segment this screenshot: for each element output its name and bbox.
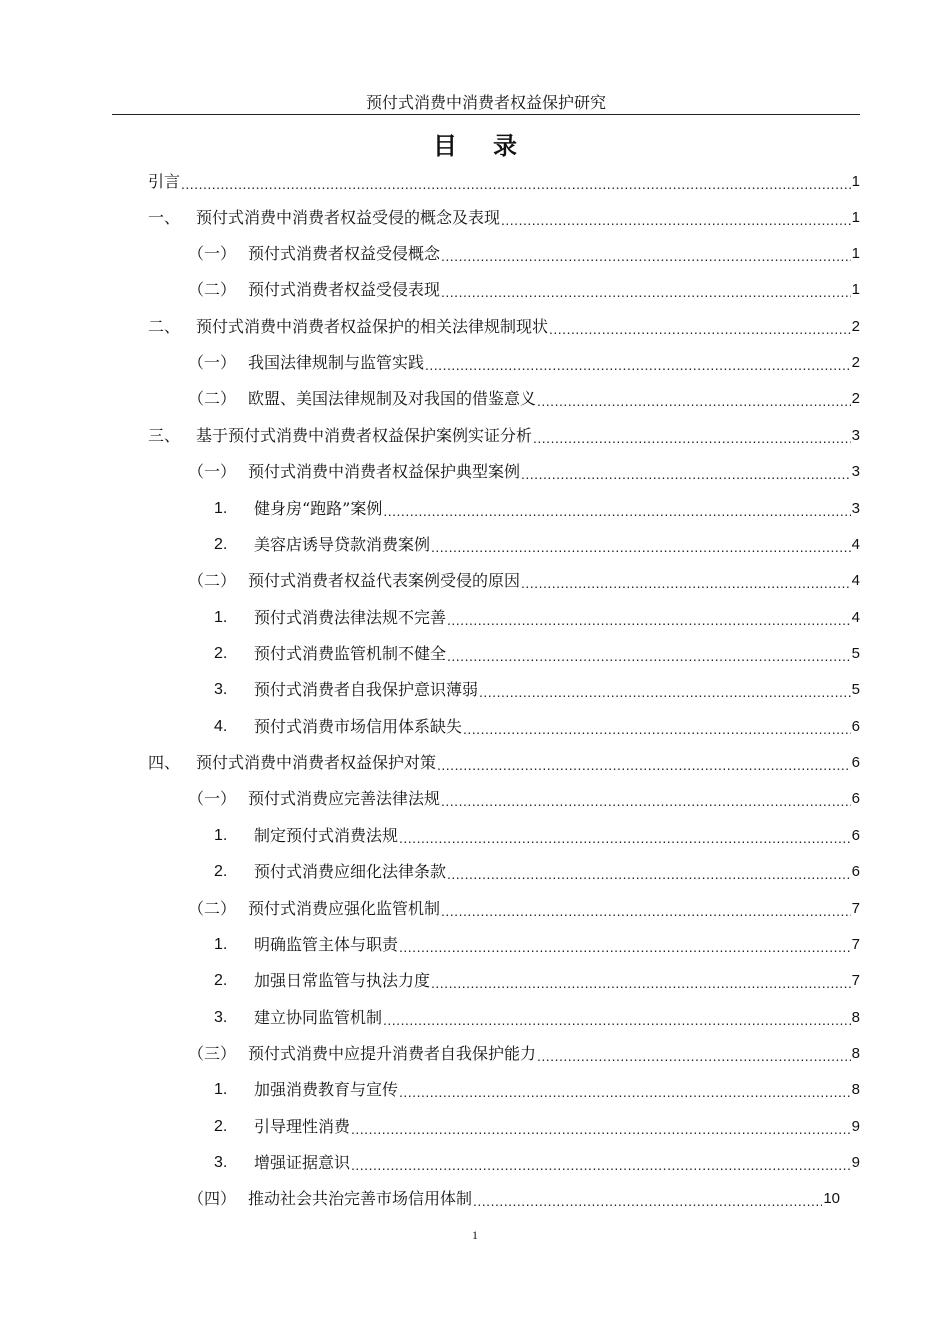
toc-entry-text: 健身房“跑路”案例: [254, 499, 383, 518]
toc-entry-number: 三、: [148, 426, 181, 445]
dot-leader: [537, 392, 851, 410]
toc-entry[interactable]: [188, 235, 860, 265]
toc-entry-page: 8: [851, 1081, 860, 1098]
toc-entry-page: 9: [851, 1118, 860, 1135]
toc-entry-number: 1.: [214, 500, 228, 517]
toc-entry-page: 2: [851, 318, 860, 335]
toc-entry-number: （四）: [188, 1189, 237, 1208]
dot-leader: [501, 211, 851, 229]
toc-entry[interactable]: [214, 599, 860, 629]
toc-title-left: 目: [433, 131, 457, 160]
toc-entry-page: 2: [851, 354, 860, 371]
toc-entry-page: 5: [851, 681, 860, 698]
dot-leader: [479, 683, 851, 701]
toc-entry[interactable]: [188, 344, 860, 374]
toc-entry-page: 3: [851, 463, 860, 480]
toc-entry[interactable]: [188, 1035, 860, 1065]
toc-entry-number: 3.: [214, 681, 228, 698]
dot-leader: [399, 829, 851, 847]
toc-entry-text: 我国法律规制与监管实践: [248, 353, 425, 372]
toc-entry-text: 预付式消费法律法规不完善: [254, 608, 447, 627]
toc-entry[interactable]: [214, 635, 860, 665]
toc-entry-page: 5: [851, 645, 860, 662]
toc-entry-page: 8: [851, 1045, 860, 1062]
toc-entry-page: 6: [851, 790, 860, 807]
toc-entry[interactable]: [214, 490, 860, 520]
toc-entry-number: （二）: [188, 280, 237, 299]
toc-entry-text: 基于预付式消费中消费者权益保护案例实证分析: [196, 426, 533, 445]
toc-entry-text: 美容店诱导贷款消费案例: [254, 535, 431, 554]
toc-entry[interactable]: [214, 962, 860, 992]
dot-leader: [533, 429, 851, 447]
toc-entry-page: 4: [851, 572, 860, 589]
toc-entry-page: 6: [851, 863, 860, 880]
toc-entry-page: 6: [851, 827, 860, 844]
dot-leader: [441, 283, 851, 301]
toc-entry-number: 一、: [148, 208, 181, 227]
dot-leader: [521, 465, 851, 483]
toc-entry[interactable]: [214, 1144, 860, 1174]
toc-entry-page: 1: [851, 173, 860, 190]
toc-entry-number: 1.: [214, 827, 228, 844]
dot-leader: [441, 247, 851, 265]
toc-entry-text: 引导理性消费: [254, 1117, 351, 1136]
toc-title: [0, 126, 950, 161]
toc-entry-text: 加强消费教育与宣传: [254, 1080, 399, 1099]
toc-entry-text: 预付式消费者权益代表案例受侵的原因: [248, 571, 521, 590]
toc-entry-number: 1.: [214, 609, 228, 626]
dot-leader: [549, 320, 851, 338]
toc-entry-number: 3.: [214, 1154, 228, 1171]
toc-entry-number: 4.: [214, 718, 228, 735]
toc-entry-text: 预付式消费中消费者权益保护典型案例: [248, 462, 521, 481]
toc-entry-text: 预付式消费者自我保护意识薄弱: [254, 680, 479, 699]
toc-entry-text: 预付式消费中消费者权益受侵的概念及表现: [196, 208, 501, 227]
toc-entry-number: 2.: [214, 645, 228, 662]
toc-entry-number: （三）: [188, 1044, 237, 1063]
toc-entry-text: 欧盟、美国法律规制及对我国的借鉴意义: [248, 389, 537, 408]
dot-leader: [399, 938, 851, 956]
toc-entry[interactable]: [214, 1108, 860, 1138]
toc-entry[interactable]: [214, 999, 860, 1029]
toc-entry-page: 6: [851, 718, 860, 735]
toc-title-right: 录: [493, 131, 517, 160]
toc-entry-text: 预付式消费者权益受侵概念: [248, 244, 441, 263]
dot-leader: [447, 865, 851, 883]
toc-entry[interactable]: [214, 671, 860, 701]
toc-entry[interactable]: [148, 308, 860, 338]
dot-leader: [431, 538, 851, 556]
toc-entry-number: （一）: [188, 462, 237, 481]
toc-entry-page: 1: [851, 245, 860, 262]
toc-entry-number: 3.: [214, 1009, 228, 1026]
dot-leader: [425, 356, 851, 374]
dot-leader: [431, 974, 851, 992]
toc-entry-text: 预付式消费监管机制不健全: [254, 644, 447, 663]
toc-entry-text: 引言: [148, 172, 181, 191]
dot-leader: [521, 574, 851, 592]
toc-entry-page: 7: [851, 936, 860, 953]
toc-entry-page: 1: [851, 209, 860, 226]
toc-entry-number: （一）: [188, 789, 237, 808]
toc-entry[interactable]: [214, 817, 860, 847]
toc-entry[interactable]: [214, 708, 860, 738]
toc-entry-text: 预付式消费中消费者权益保护的相关法律规制现状: [196, 317, 549, 336]
toc-entry-text: 加强日常监管与执法力度: [254, 971, 431, 990]
toc-entry-page: 6: [851, 754, 860, 771]
toc-entry[interactable]: [214, 526, 860, 556]
dot-leader: [181, 175, 851, 193]
toc-entry-number: 2.: [214, 1118, 228, 1135]
running-header: 预付式消费中消费者权益保护研究: [112, 92, 860, 115]
toc-entry-number: （一）: [188, 353, 237, 372]
toc-entry[interactable]: [214, 1071, 860, 1101]
dot-leader: [473, 1192, 822, 1210]
toc-entry-text: 预付式消费应完善法律法规: [248, 789, 441, 808]
toc-entry[interactable]: [188, 1180, 840, 1210]
toc-entry-page: 9: [851, 1154, 860, 1171]
toc-entry-number: 四、: [148, 753, 181, 772]
toc-entry[interactable]: [148, 417, 860, 447]
page-number: 1: [472, 1228, 478, 1242]
dot-leader: [383, 502, 850, 520]
toc-entry[interactable]: [188, 890, 860, 920]
toc-entry[interactable]: [188, 562, 860, 592]
toc-entry-text: 明确监管主体与职责: [254, 935, 399, 954]
toc-entry-number: （二）: [188, 899, 237, 918]
toc-entry-page: 3: [851, 427, 860, 444]
toc-entry-page: 7: [851, 972, 860, 989]
dot-leader: [441, 902, 851, 920]
toc-entry[interactable]: [188, 780, 860, 810]
toc-entry-text: 预付式消费应强化监管机制: [248, 899, 441, 918]
dot-leader: [537, 1047, 851, 1065]
toc-entry-page: 3: [851, 500, 860, 517]
toc-entry-text: 建立协同监管机制: [254, 1008, 383, 1027]
toc-entry-text: 预付式消费中应提升消费者自我保护能力: [248, 1044, 537, 1063]
toc-entry-number: 1.: [214, 1081, 228, 1098]
toc-entry[interactable]: [148, 744, 860, 774]
toc-entry-number: 2.: [214, 972, 228, 989]
toc-entry-page: 10: [823, 1190, 840, 1207]
toc-entry-text: 预付式消费应细化法律条款: [254, 862, 447, 881]
toc-entry[interactable]: [188, 453, 860, 483]
toc-entry[interactable]: [214, 926, 860, 956]
toc-entry[interactable]: [148, 199, 860, 229]
toc-entry-page: 7: [851, 900, 860, 917]
toc-entry-page: 4: [851, 536, 860, 553]
toc-entry-number: 2.: [214, 863, 228, 880]
toc-entry-text: 制定预付式消费法规: [254, 826, 399, 845]
toc-entry-number: （二）: [188, 571, 237, 590]
toc-entry-page: 4: [851, 609, 860, 626]
toc-entry-text: 预付式消费市场信用体系缺失: [254, 717, 463, 736]
dot-leader: [463, 720, 851, 738]
toc-entry-number: 二、: [148, 317, 181, 336]
toc-entry-text: 增强证据意识: [254, 1153, 351, 1172]
toc-entry[interactable]: [188, 380, 860, 410]
toc-entry-text: 预付式消费者权益受侵表现: [248, 280, 441, 299]
dot-leader: [441, 792, 851, 810]
dot-leader: [399, 1083, 851, 1101]
dot-leader: [447, 647, 851, 665]
toc-entry-number: （二）: [188, 389, 237, 408]
toc-entry-page: 2: [851, 390, 860, 407]
toc-entry-text: 预付式消费中消费者权益保护对策: [196, 753, 437, 772]
toc-entry-page: 1: [851, 281, 860, 298]
dot-leader: [351, 1156, 851, 1174]
toc-entry-page: 8: [851, 1009, 860, 1026]
dot-leader: [437, 756, 851, 774]
toc-entry-number: 2.: [214, 536, 228, 553]
toc-entry-number: （一）: [188, 244, 237, 263]
dot-leader: [447, 611, 851, 629]
toc-entry[interactable]: [214, 853, 860, 883]
toc-entry-number: 1.: [214, 936, 228, 953]
dot-leader: [383, 1011, 851, 1029]
toc-entry[interactable]: [148, 163, 860, 193]
dot-leader: [351, 1120, 851, 1138]
toc-entry[interactable]: [188, 271, 860, 301]
toc-entry-text: 推动社会共治完善市场信用体制: [248, 1189, 473, 1208]
